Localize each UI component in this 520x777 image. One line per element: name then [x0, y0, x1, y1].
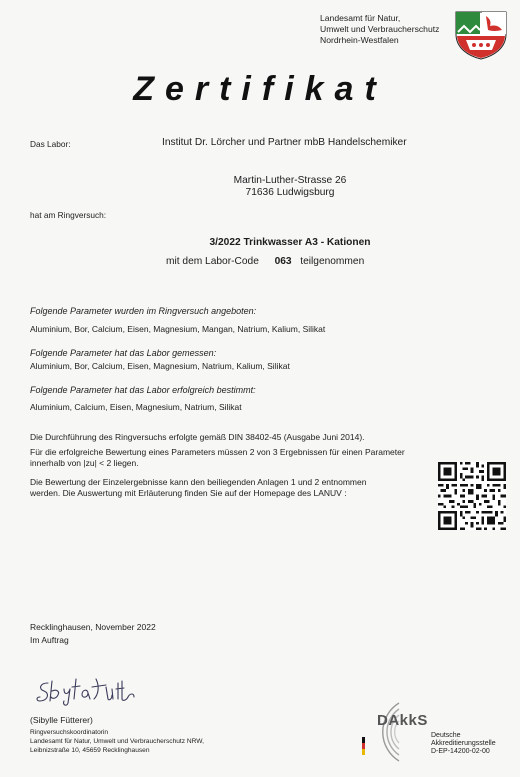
im-auftrag: Im Auftrag [30, 635, 69, 645]
nrw-coat-of-arms-icon [454, 10, 508, 60]
note-evaluation [30, 447, 405, 469]
dakks-line-1: Deutsche [431, 732, 461, 739]
signer-name: (Sibylle Fütterer) [30, 715, 93, 725]
labor-code-line [166, 256, 364, 267]
signer-org: Landesamt für Natur, Umwelt und Verbraucherschutz NRW, [30, 737, 204, 745]
signer-address: Leibnizstraße 10, 45659 Recklinghausen [30, 746, 150, 754]
issuer-block [320, 13, 439, 46]
params-measured-list: Aluminium, Bor, Calcium, Eisen, Magnesium, Natrium, Kalium, Silikat [30, 361, 290, 371]
labor-label: Das Labor: [30, 139, 71, 149]
place-date: Recklinghausen, November 2022 [30, 622, 156, 632]
handwritten-signature [34, 673, 146, 709]
issuer-line-1: Landesamt für Natur, [320, 13, 401, 23]
issuer-line-2: Umwelt und Verbraucherschutz [320, 24, 440, 34]
dakks-line-3: D-EP-14200-02-00 [431, 748, 490, 755]
labor-code-prefix: mit dem Labor-Code [166, 256, 259, 267]
note-din [30, 432, 365, 443]
address-street: Martin-Luther-Strasse 26 [233, 175, 347, 186]
issuer-line-3: Nordrhein-Westfalen [320, 35, 399, 45]
params-measured-heading: Folgende Parameter hat das Labor gemessen: [30, 348, 217, 358]
labor-code-suffix: teilgenommen [300, 256, 365, 267]
dakks-text-block [431, 732, 496, 756]
params-offered-heading: Folgende Parameter wurden im Ringversuch angeboten: [30, 306, 257, 316]
dakks-logo-text: DAkkS [377, 712, 428, 729]
note-evaluation-line-1: Für die erfolgreiche Bewertung eines Parameters müssen 2 von 3 Ergebnissen für einen Parameter [30, 447, 405, 457]
note-annex [30, 477, 366, 499]
note-annex-line-2: werden. Die Auswertung mit Erläuterung finden Sie auf der Homepage des LANUV : [30, 488, 347, 498]
dakks-emblem-icon [359, 697, 403, 767]
signer-block [30, 729, 204, 755]
dakks-line-2: Akkreditierungsstelle [431, 740, 496, 747]
ringversuch-name: 3/2022 Trinkwasser A3 - Kationen [209, 237, 371, 248]
note-evaluation-line-2: innerhalb von |zu| < 2 liegen. [30, 458, 139, 468]
address-city: 71636 Ludwigsburg [245, 187, 335, 198]
certificate-title: Zertifikat [133, 70, 387, 108]
params-success-list: Aluminium, Calcium, Eisen, Magnesium, Natrium, Silikat [30, 402, 242, 412]
labor-code-value: 063 [274, 256, 292, 267]
note-annex-line-1: Die Bewertung der Einzelergebnisse kann den beiliegenden Anlagen 1 und 2 entnommen [30, 477, 367, 487]
labor-name: Institut Dr. Lörcher und Partner mbB Handelschemiker [162, 137, 407, 148]
params-offered-list: Aluminium, Bor, Calcium, Eisen, Magnesium, Mangan, Natrium, Kalium, Silikat [30, 324, 326, 334]
qr-code[interactable] [438, 462, 506, 530]
params-success-heading: Folgende Parameter hat das Labor erfolgreich bestimmt: [30, 385, 256, 395]
note-din-text: Die Durchführung des Ringversuchs erfolgte gemäß DIN 38402-45 (Ausgabe Juni 2014). [30, 432, 365, 442]
signer-role: Ringversuchskoordinatorin [30, 729, 109, 736]
ringversuch-label: hat am Ringversuch: [30, 210, 107, 220]
